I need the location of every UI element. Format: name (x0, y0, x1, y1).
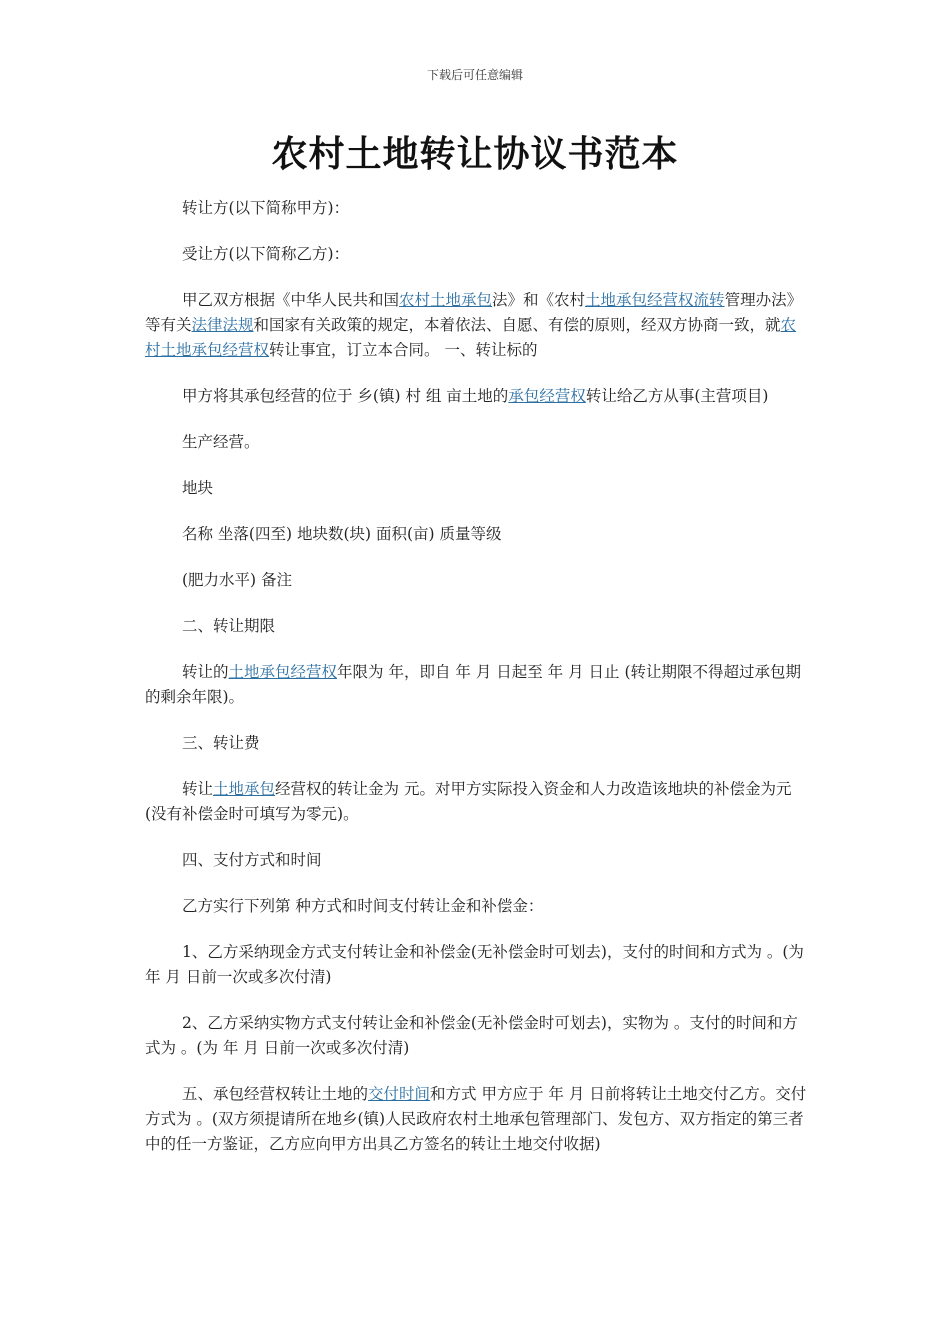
text-run: 转让方(以下简称甲方)： (182, 199, 350, 217)
text-run: 法》和《农村 (492, 291, 586, 309)
paragraph (145, 522, 810, 547)
inline-link[interactable]: 土地承包经营权 (228, 663, 338, 681)
text-run: 和方式 甲方应于 年 月 日前将转让土地交付乙方。交付方式为 。(双方须提请所在地乡(镇)人民政府农村土地承包管理部门、发包方、双方指定的第三者中的任一方鉴证，乙方应向甲方出具乙方签名的转让土地交付收据) (145, 1085, 807, 1153)
text-run: 四、支付方式和时间 (182, 851, 322, 869)
text-run: 三、转让费 (182, 734, 260, 752)
document-body (145, 196, 810, 1178)
text-run: 年限为 年，即自 年 月 日起至 年 月 日止 (转让期限不得超过承包期的剩余年限)。 (145, 663, 801, 706)
paragraph (145, 384, 810, 409)
paragraph (145, 614, 810, 639)
text-run: 经营权的转让金为 元。对甲方实际投入资金和人力改造该地块的补偿金为元(没有补偿金时可填写为零元)。 (145, 780, 792, 823)
inline-link[interactable]: 农村土地承包 (399, 291, 493, 309)
text-run: 甲方将其承包经营的位于 乡(镇) 村 组 亩土地的 (182, 387, 509, 405)
paragraph (145, 476, 810, 501)
inline-link[interactable]: 交付时间 (368, 1085, 431, 1103)
inline-link[interactable]: 土地承包经营权流转 (585, 291, 725, 309)
document-title: 农村土地转让协议书范本 (271, 133, 679, 175)
header-note: 下载后可任意编辑 (426, 68, 523, 82)
paragraph (145, 196, 810, 221)
paragraph (145, 288, 810, 363)
text-run: 生产经营。 (182, 433, 260, 451)
paragraph (145, 894, 810, 919)
text-run: 受让方(以下简称乙方)： (182, 245, 350, 263)
text-run: (肥力水平) 备注 (182, 571, 293, 589)
paragraph (145, 1011, 810, 1061)
text-run: 甲乙双方根据《中华人民共和国 (182, 291, 400, 309)
text-run: 转让事宜，订立本合同。 一、转让标的 (269, 341, 538, 359)
paragraph (145, 1082, 810, 1157)
paragraph (145, 568, 810, 593)
text-run: 五、承包经营权转让土地的 (182, 1085, 369, 1103)
text-run: 地块 (182, 479, 214, 497)
inline-link[interactable]: 法律法规 (191, 316, 254, 334)
text-run: 名称 坐落(四至) 地块数(块) 面积(亩) 质量等级 (182, 525, 502, 543)
text-run: 和国家有关政策的规定，本着依法、自愿、有偿的原则，经双方协商一致，就 (253, 316, 781, 334)
inline-link[interactable]: 农村土地承包经营权 (145, 316, 797, 359)
paragraph (145, 940, 810, 990)
inline-link[interactable]: 承包经营权 (508, 387, 586, 405)
text-run: 管理办法》等有关 (145, 291, 803, 334)
paragraph (145, 660, 810, 710)
paragraph (145, 848, 810, 873)
text-run: 2、乙方采纳实物方式支付转让金和补偿金(无补偿金时可划去)，实物为 。支付的时间和方式为 。(为 年 月 日前一次或多次付清) (145, 1014, 798, 1057)
text-run: 转让给乙方从事(主营项目) (585, 387, 769, 405)
text-run: 转让的 (182, 663, 229, 681)
text-run: 乙方实行下列第 种方式和时间支付转让金和补偿金： (182, 897, 544, 915)
paragraph (145, 242, 810, 267)
text-run: 二、转让期限 (182, 617, 276, 635)
text-run: 转让 (182, 780, 214, 798)
inline-link[interactable]: 土地承包 (213, 780, 276, 798)
paragraph (145, 430, 810, 455)
paragraph (145, 731, 810, 756)
text-run: 1、乙方采纳现金方式支付转让金和补偿金(无补偿金时可划去)，支付的时间和方式为 。(为 年 月 日前一次或多次付清) (145, 943, 804, 986)
paragraph (145, 777, 810, 827)
